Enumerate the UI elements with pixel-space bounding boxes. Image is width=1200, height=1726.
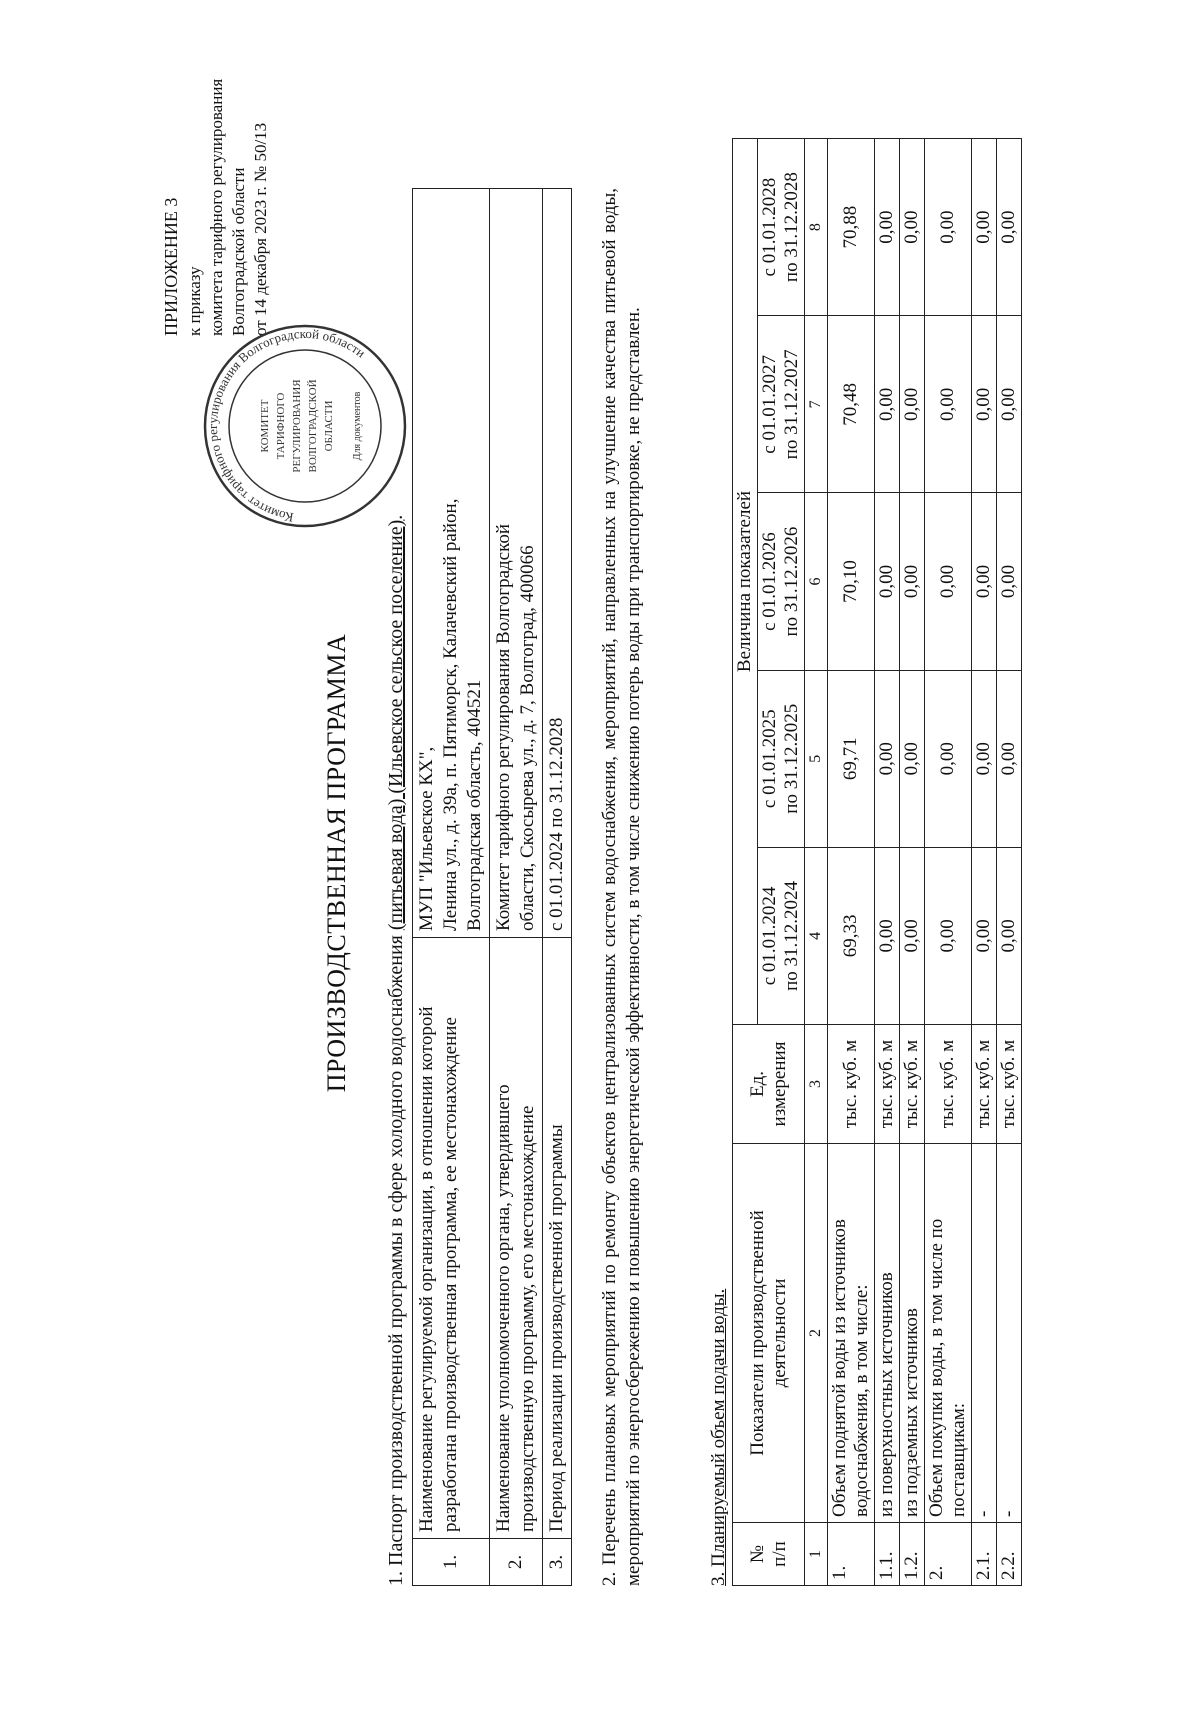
page-title: ПРОИЗВОДСТВЕННАЯ ПРОГРАММА: [322, 633, 351, 1093]
seal-inner-line-1: КОМИТЕТ: [259, 399, 271, 453]
seal-bottom-text: Для документов: [352, 391, 363, 461]
column-index: 7: [805, 316, 828, 493]
row-value: 0,00: [900, 139, 925, 316]
indicator-line: поставщикам:: [948, 1403, 969, 1517]
header-period: с 01.01.2024 по 31.12.2024: [758, 847, 805, 1024]
passport-row-value: [413, 189, 490, 938]
column-index: 2: [805, 1144, 828, 1523]
row-unit: тыс. куб. м: [972, 1025, 997, 1144]
column-index-row: [805, 139, 828, 1586]
column-index: 5: [805, 670, 828, 847]
section1-heading-suffix: .: [385, 514, 407, 520]
passport-row-num: 2.: [490, 1539, 543, 1586]
row-value: 0,00: [972, 670, 997, 847]
seal-inner-line-5: ОБЛАСТИ: [323, 400, 335, 452]
table-row: [997, 139, 1022, 1586]
value-line: МУП "Ильевское КХ",: [416, 746, 437, 931]
header-indicator: Показатели производственной деятельности: [733, 1144, 805, 1523]
passport-row-num: 3.: [543, 1539, 572, 1586]
row-value: 69,71: [828, 670, 875, 847]
row-value: 0,00: [972, 847, 997, 1024]
seal-outer-text: Комитет тарифного регулирования Волгоградской области: [204, 325, 369, 526]
appendix-line-4: от 14 декабря 2023 г. № 50/13: [251, 122, 270, 336]
row-value: 69,33: [828, 847, 875, 1024]
table-row: [543, 189, 572, 1586]
row-unit: тыс. куб. м: [875, 1025, 900, 1144]
value-line: Волгоградская область, 404521: [464, 679, 485, 931]
passport-table: [412, 188, 572, 1586]
row-value: 0,00: [925, 493, 972, 670]
section1-heading-underlined: (питьевая вода) (Ильевское сельское поселение): [385, 519, 407, 931]
row-unit: тыс. куб. м: [900, 1025, 925, 1144]
indicator-line: Объем покупки воды, в том числе по: [926, 1218, 947, 1517]
table-header-row: [733, 139, 758, 1586]
row-value: 0,00: [900, 670, 925, 847]
table-row: [972, 139, 997, 1586]
value-line: с 01.01.2024 по 31.12.2028: [546, 717, 567, 931]
passport-row-label: Наименование уполномоченного органа, утвердившего производственную программу, его местонахождение: [490, 938, 543, 1539]
passport-row-value: [490, 189, 543, 938]
row-num: 1.1.: [875, 1523, 900, 1586]
header-period: с 01.01.2028 по 31.12.2028: [758, 139, 805, 316]
column-index: 3: [805, 1025, 828, 1144]
header-num: № п/п: [733, 1523, 805, 1586]
row-value: 0,00: [900, 847, 925, 1024]
row-value: 70,88: [828, 139, 875, 316]
row-indicator: [875, 1144, 900, 1523]
column-index: 6: [805, 493, 828, 670]
appendix-line-2: комитета тарифного регулирования: [207, 78, 226, 336]
row-value: 0,00: [875, 316, 900, 493]
seal-inner-line-2: ТАРИФНОГО: [275, 392, 287, 460]
row-value: 0,00: [925, 670, 972, 847]
row-value: 0,00: [900, 316, 925, 493]
header-unit: Ед. измерения: [733, 1025, 805, 1144]
value-line: Ленина ул., д. 39а, п. Пятиморск, Калачевский район,: [440, 498, 461, 931]
value-line: области, Скосырева ул., д. 7, Волгоград, 400066: [517, 545, 538, 931]
row-value: 0,00: [972, 316, 997, 493]
section1-heading: [385, 186, 408, 1586]
header-group: Величина показателей: [733, 139, 758, 1025]
column-index: 8: [805, 139, 828, 316]
row-value: 0,00: [875, 847, 900, 1024]
column-index: 4: [805, 847, 828, 1024]
passport-row-num: 1.: [413, 1539, 490, 1586]
passport-row-label: Период реализации производственной программы: [543, 938, 572, 1539]
appendix-title: ПРИЛОЖЕНИЕ 3: [161, 197, 181, 336]
row-value: 70,48: [828, 316, 875, 493]
row-indicator: [997, 1144, 1022, 1523]
row-value: 0,00: [875, 670, 900, 847]
indicator-line: водоснабжения, в том числе:: [851, 1284, 872, 1517]
row-indicator: [900, 1144, 925, 1523]
row-num: 2.2.: [997, 1523, 1022, 1586]
row-value: 0,00: [972, 139, 997, 316]
value-line: Комитет тарифного регулирования Волгоградской: [493, 523, 514, 931]
table-row: [875, 139, 900, 1586]
row-indicator: [828, 1144, 875, 1523]
row-value: 0,00: [997, 493, 1022, 670]
table-row: [900, 139, 925, 1586]
section2-paragraph: 2. Перечень плановых мероприятий по ремонту объектов централизованных систем водоснабжения, мероприятий, направленных на улучшение качества питьевой воды, мероприятий по энергосбережению и повышению энергетической эффективности, в том числе снижению потерь воды при транспортировке, не представлен.: [599, 188, 644, 1586]
indicator-line: Объем поднятой воды из источников: [829, 1219, 850, 1517]
row-value: 0,00: [875, 139, 900, 316]
water-volume-table: [732, 138, 1022, 1586]
row-indicator: [972, 1144, 997, 1523]
header-period: с 01.01.2026 по 31.12.2026: [758, 493, 805, 670]
row-value: 0,00: [900, 493, 925, 670]
row-num: 2.1.: [972, 1523, 997, 1586]
header-period: с 01.01.2027 по 31.12.2027: [758, 316, 805, 493]
row-value: 0,00: [972, 493, 997, 670]
section3-heading: 3. Планируемый объем подачи воды.: [708, 1288, 729, 1586]
table-row: [828, 139, 875, 1586]
column-index: 1: [805, 1523, 828, 1586]
indicator-line: -: [973, 1510, 994, 1517]
indicator-line: из подземных источников: [901, 1308, 922, 1517]
table-row: [490, 189, 543, 1586]
indicator-line: из поверхностных источников: [876, 1272, 897, 1517]
passport-row-label: Наименование регулируемой организации, в отношении которой разработана производственная программа, ее местонахождение: [413, 938, 490, 1539]
row-indicator: [925, 1144, 972, 1523]
appendix-line-1: к приказу: [185, 266, 204, 336]
row-value: 70,10: [828, 493, 875, 670]
row-value: 0,00: [997, 847, 1022, 1024]
row-value: 0,00: [875, 493, 900, 670]
table-row: [413, 189, 490, 1586]
row-value: 0,00: [997, 139, 1022, 316]
seal-inner-line-4: ВОЛГОГРАДСКОЙ: [307, 379, 319, 473]
header-period: с 01.01.2025 по 31.12.2025: [758, 670, 805, 847]
row-unit: тыс. куб. м: [828, 1025, 875, 1144]
row-value: 0,00: [997, 670, 1022, 847]
row-unit: тыс. куб. м: [925, 1025, 972, 1144]
row-value: 0,00: [925, 316, 972, 493]
volume-table-body: [828, 139, 1022, 1586]
seal-inner-line-3: РЕГУЛИРОВАНИЯ: [291, 379, 303, 473]
official-seal: [200, 321, 410, 531]
passport-row-value: [543, 189, 572, 938]
row-unit: тыс. куб. м: [997, 1025, 1022, 1144]
indicator-line: -: [998, 1510, 1019, 1517]
section1-heading-prefix: 1. Паспорт производственной программы в сфере холодного водоснабжения: [385, 935, 407, 1586]
table-row: [925, 139, 972, 1586]
row-value: 0,00: [997, 316, 1022, 493]
row-value: 0,00: [925, 139, 972, 316]
appendix-header: [160, 36, 272, 336]
appendix-line-3: Волгоградской области: [229, 167, 248, 336]
row-num: 1.: [828, 1523, 875, 1586]
row-value: 0,00: [925, 847, 972, 1024]
row-num: 2.: [925, 1523, 972, 1586]
row-num: 1.2.: [900, 1523, 925, 1586]
